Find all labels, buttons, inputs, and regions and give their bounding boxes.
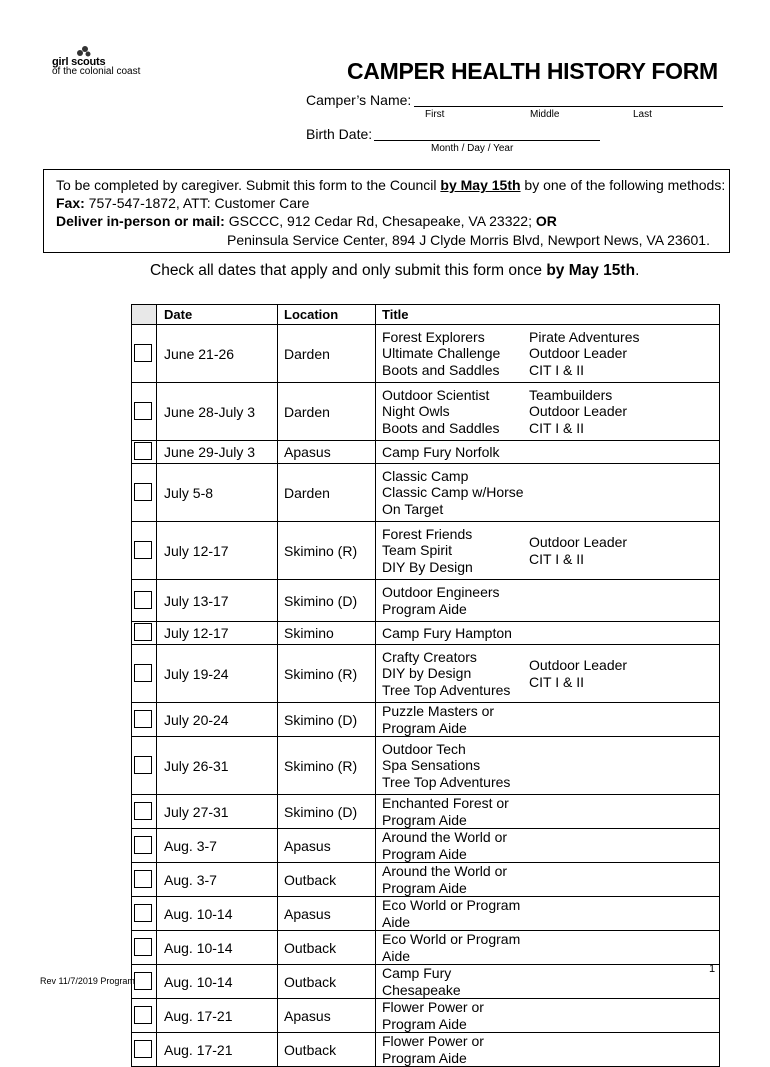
program-title: Outdoor Scientist [382,386,490,403]
instructions-text: To be completed by caregiver. Submit this form to the Council [56,177,441,193]
program-title: Around the World or Program Aide [382,829,508,862]
session-date: July 27-31 [157,795,278,829]
session-location: Darden [278,325,376,383]
session-titles [376,580,720,622]
table-row [132,703,720,737]
camper-name-label: Camper’s Name: [306,92,412,108]
session-titles [376,863,720,897]
table-row [132,325,720,383]
program-title: Outdoor Engineers [382,584,500,600]
session-date: Aug. 3-7 [157,863,278,897]
session-date: July 26-31 [157,737,278,795]
session-date: Aug. 17-21 [157,1033,278,1067]
fax-label: Fax: [56,195,85,211]
table-row [132,1033,720,1067]
program-title: Forest Explorers [382,328,485,345]
session-titles [376,829,720,863]
table-row [132,965,720,999]
program-title: Outdoor Tech [382,740,466,757]
session-checkbox[interactable] [134,1040,152,1058]
session-location: Skimino [278,622,376,645]
session-checkbox[interactable] [134,710,152,728]
session-date: June 28-July 3 [157,383,278,441]
program-title: CIT I & II [529,673,584,690]
checkbox-cell [132,580,157,622]
session-checkbox[interactable] [134,623,152,641]
program-title: DIY By Design [382,558,473,575]
session-checkbox[interactable] [134,938,152,956]
session-titles [376,383,720,441]
session-date: Aug. 17-21 [157,999,278,1033]
program-title: CIT I & II [529,361,584,378]
session-checkbox[interactable] [134,904,152,922]
session-location: Outback [278,965,376,999]
program-title: Ultimate Challenge [382,345,501,362]
program-title: CIT I & II [529,550,584,567]
session-titles [376,325,720,383]
session-titles [376,464,720,522]
check-note-deadline: by May 15th [546,262,636,279]
checkbox-cell [132,931,157,965]
session-checkbox[interactable] [134,591,152,609]
program-title: Night Owls [382,403,450,420]
session-titles [376,1033,720,1067]
session-titles [376,703,720,737]
session-location: Outback [278,1033,376,1067]
program-title: Boots and Saddles [382,361,500,378]
session-checkbox[interactable] [134,802,152,820]
table-row [132,383,720,441]
checkbox-cell [132,999,157,1033]
birth-date-field[interactable] [374,140,600,141]
table-row [132,829,720,863]
check-note-text: Check all dates that apply and only submit this form once [150,262,547,279]
checkbox-cell [132,383,157,441]
instructions-line-1 [56,177,725,193]
program-title: Camp Fury Norfolk [382,443,500,460]
session-date: June 29-July 3 [157,441,278,464]
session-titles [376,897,720,931]
logo-text-secondary: of the colonial coast [52,66,141,77]
deliver-label: Deliver in-person or mail: [56,213,225,229]
session-checkbox[interactable] [134,756,152,774]
checkbox-cell [132,965,157,999]
session-location: Darden [278,383,376,441]
header-title: Title [376,305,720,325]
check-note-end: . [635,262,640,279]
program-title: Classic Camp [382,467,469,484]
program-title: Flower Power or Program Aide [382,1033,484,1066]
birth-date-hint: Month / Day / Year [431,143,514,154]
checkbox-cell [132,863,157,897]
session-location: Skimino (R) [278,522,376,580]
birth-date-label: Birth Date: [306,126,373,142]
deliver-address-1: GSCCC, 912 Cedar Rd, Chesapeake, VA 23322; [224,213,536,229]
session-checkbox[interactable] [134,442,152,460]
deliver-or: OR [535,213,557,229]
session-titles [376,622,720,645]
program-title: Outdoor Leader [529,403,628,420]
checkbox-cell [132,325,157,383]
fax-value: 757-547-1872, ATT: Customer Care [84,195,310,211]
instructions-text-end: by one of the following methods: [520,177,726,193]
session-date: July 13-17 [157,580,278,622]
table-row [132,441,720,464]
session-location: Apasus [278,829,376,863]
table-row [132,645,720,703]
session-location: Apasus [278,999,376,1033]
deadline-text: by May 15th [440,177,521,193]
program-title: Around the World or Program Aide [382,863,508,896]
check-note [150,262,639,280]
page-number: 1 [709,963,716,975]
program-title: Team Spirit [382,542,453,559]
session-checkbox[interactable] [134,483,152,501]
program-title: Tree Top Adventures [382,773,511,790]
program-title: Pirate Adventures [529,328,640,345]
session-date: June 21-26 [157,325,278,383]
session-date: July 5-8 [157,464,278,522]
checkbox-cell [132,622,157,645]
table-row [132,863,720,897]
program-title: Forest Friends [382,525,473,542]
session-titles [376,931,720,965]
program-title: Camp Fury Hampton [382,624,512,641]
revision-note: Rev 11/7/2019 Program [40,976,135,986]
session-titles [376,522,720,580]
program-title: Crafty Creators [382,648,477,665]
checkbox-cell [132,829,157,863]
session-location: Skimino (R) [278,645,376,703]
program-title: Program Aide [382,600,467,617]
program-title: Boots and Saddles [382,419,500,436]
deliver-address-2: Peninsula Service Center, 894 J Clyde Morris Blvd, Newport News, VA 23601. [227,232,710,248]
session-titles [376,737,720,795]
session-checkbox[interactable] [134,1006,152,1024]
checkbox-cell [132,737,157,795]
table-row [132,622,720,645]
session-location: Skimino (R) [278,737,376,795]
checkbox-cell [132,1033,157,1067]
session-titles [376,441,720,464]
session-date: Aug. 10-14 [157,897,278,931]
program-title: Tree Top Adventures [382,681,511,698]
program-title: Spa Sensations [382,757,481,774]
program-title: Eco World or Program Aide [382,931,521,964]
page-title: CAMPER HEALTH HISTORY FORM [347,58,718,84]
session-location: Skimino (D) [278,795,376,829]
session-location: Outback [278,863,376,897]
table-row [132,795,720,829]
program-title: Teambuilders [529,386,613,403]
program-title: Outdoor Leader [529,345,628,362]
table-row [132,999,720,1033]
camper-name-field[interactable] [414,106,723,107]
session-date: Aug. 10-14 [157,931,278,965]
session-checkbox[interactable] [134,870,152,888]
session-checkbox[interactable] [134,344,152,362]
deliver-line [56,213,557,229]
checkbox-cell [132,464,157,522]
session-checkbox[interactable] [134,541,152,559]
session-location: Apasus [278,897,376,931]
program-title: Classic Camp w/Horse [382,484,524,501]
session-checkbox[interactable] [134,972,152,990]
program-title: Camp Fury Chesapeake [382,965,461,998]
session-location: Outback [278,931,376,965]
table-header-row [132,305,720,325]
program-title: Eco World or Program Aide [382,897,521,930]
header-location: Location [278,305,376,325]
checkbox-cell [132,522,157,580]
checkbox-cell [132,897,157,931]
checkbox-cell [132,795,157,829]
session-date: July 20-24 [157,703,278,737]
program-title: Outdoor Leader [529,534,628,550]
session-date: July 19-24 [157,645,278,703]
session-titles [376,965,720,999]
session-location: Apasus [278,441,376,464]
session-titles [376,645,720,703]
middle-name-hint: Middle [530,109,560,120]
table-row [132,931,720,965]
last-name-hint: Last [633,109,652,120]
session-date: July 12-17 [157,522,278,580]
session-checkbox[interactable] [134,836,152,854]
program-title: Enchanted Forest or Program Aide [382,795,509,828]
session-titles [376,795,720,829]
program-title: Puzzle Masters or Program Aide [382,703,495,736]
program-title: CIT I & II [529,419,584,436]
instructions-box [43,169,730,253]
program-title: Flower Power or Program Aide [382,999,484,1032]
table-row [132,522,720,580]
session-titles [376,999,720,1033]
session-date: Aug. 10-14 [157,965,278,999]
camp-schedule-table [131,304,720,1067]
checkbox-cell [132,645,157,703]
program-title: Outdoor Leader [529,657,628,673]
header-checkbox-column [132,305,157,325]
table-row [132,580,720,622]
session-location: Skimino (D) [278,580,376,622]
program-title: DIY by Design [382,665,472,682]
logo-text-primary: girl scouts [52,56,106,68]
checkbox-cell [132,703,157,737]
first-name-hint: First [425,109,445,120]
session-location: Darden [278,464,376,522]
header-date: Date [157,305,278,325]
table-row [132,897,720,931]
session-checkbox[interactable] [134,664,152,682]
session-location: Skimino (D) [278,703,376,737]
checkbox-cell [132,441,157,464]
table-row [132,737,720,795]
session-checkbox[interactable] [134,402,152,420]
session-date: Aug. 3-7 [157,829,278,863]
session-date: July 12-17 [157,622,278,645]
fax-line [56,195,309,211]
program-title: On Target [382,500,444,517]
table-row [132,464,720,522]
